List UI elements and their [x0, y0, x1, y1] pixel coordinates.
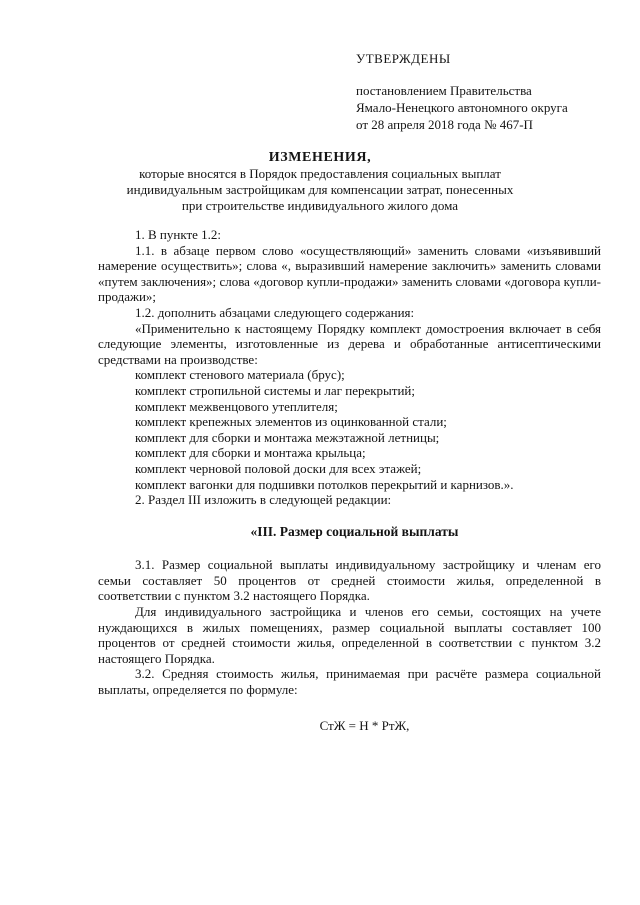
document-heading — [110, 150, 530, 214]
kit-list — [98, 367, 601, 492]
list-item: комплект стропильной системы и лаг перекрытий; — [135, 382, 415, 398]
paragraph-3-1-b: Для индивидуального застройщика и членов его семьи, состоящих на учете нуждающихся в жилых помещениях, размер социальной выплаты составляет 100 процентов от средней стоимости жилья, определенной в соответствии с пунктом 3.2 настоящего Порядка. — [98, 604, 601, 666]
paragraph-item-1-1: 1.1. в абзаце первом слово «осуществляющий» заменить словами «изъявивший намерение осуществить»; слова «, выразивший намерение заключить» заменить словами «путем заключения»; слова «договор купли-продажи» заменить словами «договора купли-продажи»; — [98, 242, 601, 305]
list-item: комплект для сборки и монтажа крыльца; — [135, 445, 366, 461]
heading-line-1: которые вносятся в Порядок предоставления социальных выплат — [139, 166, 501, 181]
approval-stamp — [356, 50, 616, 133]
document-title: ИЗМЕНЕНИЯ, — [268, 150, 372, 165]
list-item: комплект межвенцового утеплителя; — [135, 398, 338, 414]
section-title: «III. Размер социальной выплаты — [250, 523, 459, 539]
list-item: комплект черновой половой доски для всех этажей; — [135, 460, 422, 476]
paragraph-quote-intro: «Применительно к настоящему Порядку комплект домостроения включает в себя следующие элементы, изготовленные из дерева и обработанные антисептическими средствами на производстве: — [98, 320, 601, 367]
list-item: комплект вагонки для подшивки потолков перекрытий и карнизов.». — [135, 476, 514, 492]
paragraph-item-2: 2. Раздел III изложить в следующей редакции: — [135, 492, 392, 508]
list-item: комплект для сборки и монтажа межэтажной летницы; — [135, 429, 440, 445]
approval-line-1: постановлением Правительства — [356, 83, 532, 98]
formula: СтЖ = Н * РтЖ, — [319, 717, 410, 733]
paragraph-3-1: 3.1. Размер социальной выплаты индивидуальному застройщику и членам его семьи составляет 50 процентов от средней стоимости жилья, определенной в соответствии с пунктом 3.2 настоящего Порядка. — [98, 557, 601, 604]
heading-line-2: индивидуальным застройщикам для компенсации затрат, понесенных — [126, 182, 514, 197]
paragraph-3-2: 3.2. Средняя стоимость жилья, принимаемая при расчёте размера социальной выплаты, определяется по формуле: — [98, 666, 601, 698]
approval-line-3: от 28 апреля 2018 года № 467-П — [356, 117, 533, 132]
approval-line-2: Ямало-Ненецкого автономного округа — [356, 100, 568, 115]
document-body — [98, 227, 601, 733]
list-item: комплект крепежных элементов из оцинкованной стали; — [135, 414, 447, 430]
approval-title: УТВЕРЖДЕНЫ — [356, 51, 451, 66]
list-item: комплект стенового материала (брус); — [135, 367, 345, 383]
heading-line-3: при строительстве индивидуального жилого дома — [181, 198, 459, 213]
paragraph-item-1: 1. В пункте 1.2: — [135, 227, 222, 242]
paragraph-item-1-2: 1.2. дополнить абзацами следующего содержания: — [135, 304, 415, 320]
